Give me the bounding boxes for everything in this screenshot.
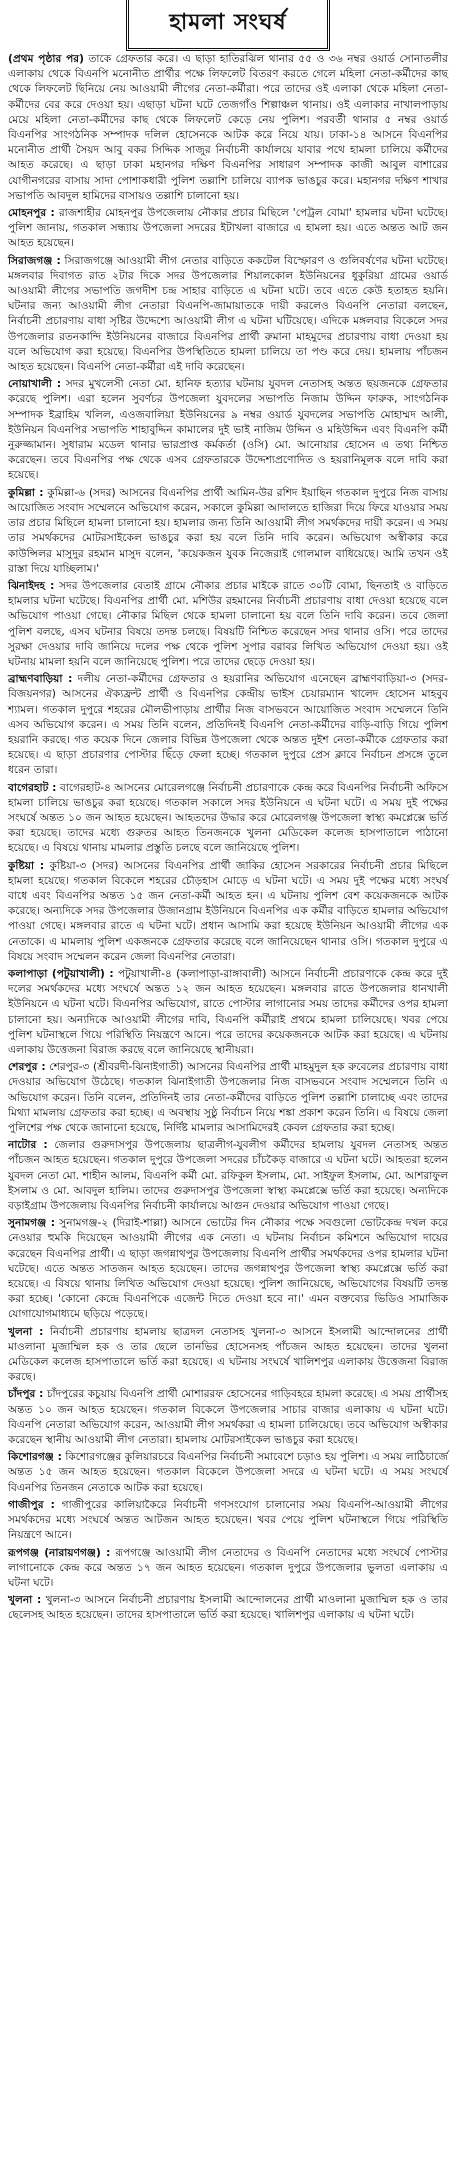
section-dateline: সুনামগঞ্জ : — [8, 1217, 56, 1230]
section-dateline: গাজীপুর : — [8, 1498, 55, 1511]
section-text: দলীয় নেতা-কর্মীদের গ্রেফতার ও হয়রানির অভিযোগ এনেছেন ব্রাহ্মণবাড়িয়া-৩ (সদর-বিজয়নগর) আসনের ঐক্যফ্রন্ট প্রার্থী ও বিএনপির কেন্দ্রীয় ভাইস চেয়ারম্যান খালেদ হোসেন মাহবুব শ্যামল। গতকাল দুপুরে শহরের মৌলভীপাড়ায় প্রার্থীর নিজ বাসভবনে আয়োজিত সংবাদ সম্মেলনে তিনি এসব অভিযোগ করেন। এ সময় তিনি বলেন, প্রতিদিনই বিএনপি নেতা-কর্মীদের বাড়ি-বাড়ি গিয়ে পুলিশ হয়রানি করছে। গত কয়েক দিনে জেলার বিভিন্ন উপজেলা থেকে অন্তত দুইশ নেতা-কর্মীকে গ্রেফতার করা হয়েছে। এ ছাড়া প্রচারণার পোস্টার ছিঁড়ে ফেলা হচ্ছে। গতকাল দুপুরে প্রেস ক্লাবে নির্বাচন প্রসঙ্গে তুলে ধরেন তারা। — [8, 673, 448, 777]
section-dateline: চাঁদপুর : — [8, 1388, 44, 1401]
intro-text: তাকে গ্রেফতার করে। এ ছাড়া হাতিরঝিল থানার ৫৫ ও ৩৬ নম্বর ওয়ার্ড সোনাতলীর এলাকায় থেকে বিএনপি মনোনীত প্রার্থীর পক্ষে লিফলেট বিতরণ করতে গেলে মহিলা নেতা-কর্মীদের কাছ থেকে লিফলেট ছিনিয়ে নেয় আওয়ামী লীগের নেতা-কর্মীরা। পরে তাদের ওই এলাকা থেকে মহিলা নেতা-কর্মীদের বের করে দেওয়া হয়। এছাড়া ঘটনা ঘটে তেজগাঁও শিল্পাঞ্চল থানায়। ওই এলাকার নাখালপাড়ায় মেয়ে মহিলা নেতা-কর্মীদের কাছ থেকে লিফলেট কেড়ে নেয় পুলিশ। পরবর্তী থানার ৫ নম্বর ওয়ার্ড বিএনপির সাংগঠনিক সম্পাদক দলিল হোসেনকে আটক করে নিয়ে যায়। ঢাকা-১৪ আসনে বিএনপির মনোনীত প্রার্থী সৈয়দ আবু বকর সিদ্দিক সাজুর নির্বাচনী কার্যালয়ে যাবার পথে হামলা চালিয়ে কর্মীদের আহত করেছে। এ ছাড়া ঢাকা মহানগর দক্ষিণ বিএনপির সাধারণ সম্পাদক কাজী আবুল বাশারের যোগীনগরের বাসায় সাদা পোশাকধারী পুলিশ তল্লাশি চালিয়ে ব্যাপক ভাঙচুর করে। মহানগর দক্ষিণ শাখার সভাপতি আবদুল হামিদের বাসায়ও তল্লাশি চালানো হয়। — [8, 53, 448, 202]
section-text: নির্বাচনী প্রচারণায় হামলায় ছাত্রদল নেতাসহ খুলনা-৩ আসনে ইসলামী আন্দোলনের প্রার্থী মাওলানা মুজাম্মিল হক ও তার ছেলে তানভির হোসেনসহ পাঁচজন আহত হয়েছেন। তাদের খুলনা মেডিকেল কলেজ হাসপাতালে ভর্তি করা হয়েছে। এ ঘটনায় সংঘর্ষে খালিশপুর এলাকায় উত্তেজনা বিরাজ করছে। — [8, 1325, 449, 1384]
news-section — [8, 781, 448, 857]
section-dateline: কুমিল্লা : — [8, 486, 44, 499]
news-section — [8, 1546, 448, 1592]
section-text: সুনামগঞ্জ-২ (দিরাই-শাল্লা) আসনে ভোটের দিন নৌকার পক্ষে সবগুলো ভোটকেন্দ্র দখল করে নেওয়ার হুমকি দিয়েছেন আওয়ামী লীগের এক নেতা। এ ঘটনায় নির্বাচন কমিশনে অভিযোগ দায়ের করেছেন বিএনপির প্রার্থী। এ ছাড়া জগন্নাথপুর উপজেলায় বিএনপি প্রার্থীর সমর্থকদের ওপর হামলার ঘটনা ঘটেছে। এতে অন্তত সাতজন আহত হয়েছেন। তাদের জগন্নাথপুর উপজেলা স্বাস্থ্য কমপ্লেক্সে ভর্তি করা হয়েছে। এ বিষয়ে থানায় লিখিত অভিযোগ দেওয়া হয়েছে। পুলিশ জানিয়েছে, অভিযোগের বিষয়টি তদন্ত করা হচ্ছে। 'কোনো কেন্দ্রে বিএনপিকে এজেন্ট দিতে দেওয়া হবে না।' এমন বক্তব্যের ভিডিও সামাজিক যোগাযোগমাধ্যমে ছড়িয়ে পড়েছে। — [8, 1217, 449, 1321]
section-dateline: ঝিনাইদহ : — [8, 579, 55, 592]
news-section — [8, 1498, 448, 1544]
news-section — [8, 377, 448, 483]
news-section — [8, 1450, 448, 1496]
news-section — [8, 1593, 448, 1623]
news-section — [8, 1216, 448, 1322]
section-dateline: সিরাজগঞ্জ : — [8, 254, 61, 267]
section-text: কুমিল্লা-৬ (সদর) আসনের বিএনপির প্রার্থী আমিন-উর রশিদ ইয়াছিন গতকাল দুপুরে নিজ বাসায় আয়োজিত সংবাদ সম্মেলনে অভিযোগ করেন, সকালে কুমিল্লা আদালতে হাজিরা দিয়ে ফিরে যাওয়ার সময় তার প্রচার মিছিলে হামলা চালানো হয়। হামলার জন্য তিনি আওয়ামী লীগ সমর্থকদের দায়ী করেন। এ সময় তার সমর্থকদের মোটরসাইকেল ভাঙচুর করা হয় বলে তিনি দাবি করেন। অভিযোগ অস্বীকার করে কাউন্সিলর মাসুদুর রহমান মাসুদ বলেন, 'কয়েকজন যুবক নিজেরাই গোলমাল বাধিয়েছে। আমি তখন ওই রাস্তা দিয়ে যাচ্ছিলাম।' — [8, 486, 449, 575]
section-dateline: বাগেরহাট : — [8, 781, 57, 794]
news-section — [8, 254, 448, 376]
news-section — [8, 967, 448, 1058]
section-text: বাগেরহাট-৪ আসনের মোরেলগঞ্জে নির্বাচনী প্রচারণাকে কেন্দ্র করে বিএনপির নির্বাচনী অফিসে হামলা চালিয়ে ভাঙচুর করা হয়েছে। গতকাল সকালে সদর ইউনিয়নে এ ঘটনা ঘটে। এ সময় দুই পক্ষের সংঘর্ষে অন্তত ১০ জন আহত হয়েছেন। আহতদের উদ্ধার করে মোরেলগঞ্জ উপজেলা স্বাস্থ্য কমপ্লেক্সে ভর্তি করা হয়েছে। তাদের মধ্যে গুরুতর আহত তিনজনকে খুলনা মেডিকেল কলেজ হাসপাতালে পাঠানো হয়েছে। এ বিষয়ে থানায় মামলার প্রস্তুতি চলছে বলে জানিয়েছে পুলিশ। — [8, 781, 448, 855]
section-dateline: খুলনা : — [8, 1325, 44, 1338]
news-section — [8, 486, 448, 577]
section-text: চাঁদপুরের কচুয়ায় বিএনপি প্রার্থী মোশাররফ হোসেনের গাড়িবহরে হামলা করেছে। এ সময় প্রার্থীসহ অন্তত ১০ জন আহত হয়েছেন। গতকাল বিকেলে উপজেলার সাচার বাজার এলাকায় এ ঘটনা ঘটে। বিএনপি নেতারা অভিযোগ করেন, আওয়ামী লীগ সমর্থকরা এ হামলা চালিয়েছে। তবে অভিযোগ অস্বীকার করেছেন স্থানীয় আওয়ামী লীগ নেতারা। হামলায় মোটরসাইকেল ভাঙচুর করা হয়েছে। — [8, 1388, 448, 1447]
section-dateline: কিশোরগঞ্জ : — [8, 1451, 62, 1464]
section-text: রূপগঞ্জে আওয়ামী লীগ নেতাদের ও বিএনপি নেতাদের মধ্যে সংঘর্ষে পোস্টার লাগানোকে কেন্দ্র করে অন্তত ১৭ জন আহত হয়েছেন। গতকাল দুপুরে উপজেলার ভুলতা এলাকায় এ ঘটনা ঘটে। — [8, 1546, 448, 1589]
article-body — [0, 46, 456, 1624]
section-text: জেলার গুরুদাসপুর উপজেলায় ছাত্রলীগ-যুবলীগ কর্মীদের হামলায় যুবদল নেতাসহ অন্তত পাঁচজন আহত হয়েছেন। গতকাল দুপুরে উপজেলা সদরের চাঁচকৈড় বাজারে এ ঘটনা ঘটে। আহতরা হলেন যুবদল নেতা মো. শাহীন আলম, বিএনপি কর্মী মো. রফিকুল ইসলাম, মো. সাইফুল ইসলাম, মো. আশরাফুল ইসলাম ও মো. আবদুল হালিম। তাদের গুরুদাসপুর উপজেলা স্বাস্থ্য কমপ্লেক্সে ভর্তি করা হয়েছে। অন্যদিকে বড়াইগ্রাম উপজেলায় বিএনপির নির্বাচনী কার্যালয়ে আগুন দেওয়ার অভিযোগ পাওয়া গেছে। — [8, 1139, 449, 1213]
headline: হামলা সংঘর্ষ — [126, 0, 329, 51]
news-section — [8, 579, 448, 670]
news-section — [8, 1325, 448, 1386]
section-dateline: খুলনা : — [8, 1594, 42, 1607]
section-dateline: কুষ্টিয়া : — [8, 859, 45, 872]
section-text: কিশোরগঞ্জের কুলিয়ারচরে বিএনপির নির্বাচনী সমাবেশে চড়াও হয় পুলিশ। এ সময় লাঠিচার্জে অন্তত ১৫ জন আহত হয়েছেন। গতকাল বিকেলে উপজেলা সদরে এ ঘটনা ঘটে। এ সময় সংঘর্ষে বিএনপির তিনজন নেতাকে আটক করা হয়েছে। — [8, 1451, 448, 1494]
section-text: রাজশাহীর মোহনপুর উপজেলায় নৌকার প্রচার মিছিলে 'পেট্রল বোমা' হামলার ঘটনা ঘটেছে। পুলিশ জানায়, গতকাল সন্ধ্যায় উপজেলা সদরের ইটাখলা বাজারে এ হামলা হয়। এতে অন্তত আট জন আহত হয়েছেন। — [8, 207, 448, 250]
section-dateline: ব্রাহ্মণবাড়িয়া : — [8, 673, 73, 686]
section-text: গাজীপুরের কালিয়াকৈরে নির্বাচনী গণসংযোগ চালানোর সময় বিএনপি-আওয়ামী লীগের সমর্থকদের মধ্যে সংঘর্ষে অন্তত আটজন আহত হয়েছেন। খবর পেয়ে পুলিশ ঘটনাস্থলে গিয়ে পরিস্থিতি নিয়ন্ত্রণে আনে। — [8, 1498, 448, 1542]
section-text: সিরাজগঞ্জে আওয়ামী লীগ নেতার বাড়িতে ককটেল বিস্ফোরণ ও গুলিবর্ষণের ঘটনা ঘটেছে। মঙ্গলবার দিবাগত রাত ২টার দিকে সদর উপজেলার শিয়ালকোল ইউনিয়নের ধুকুরিয়া গ্রামের ওয়ার্ড আওয়ামী লীগের সভাপতি জগদীশ চন্দ্র সাহার বাড়িতে এ ঘটনা ঘটে। তবে এতে কেউ হতাহত হয়নি। ঘটনার জন্য আওয়ামী লীগ নেতারা বিএনপি-জামায়াতকে দায়ী করলেও বিএনপি নেতারা বলছেন, নির্বাচনী প্রচারণায় বাধা সৃষ্টির উদ্দেশ্যে আওয়ামী লীগ এ ঘটনা ঘটিয়েছে। এদিকে মঙ্গলবার বিকেলে সদর উপজেলার রতনকান্দি ইউনিয়নের বাজারে বিএনপির প্রার্থী রুমানা মাহমুদের প্রচারণায় বাধা দেওয়া হয় বলে অভিযোগ করা হয়েছে। বিএনপির উপস্থিতিতে হামলা চালিয়ে তা পণ্ড করে দেয়। হামলায় পাঁচজন আহত হয়েছেন। বিএনপি নেতা-কর্মীরা এই দাবি করেছেন। — [8, 254, 448, 374]
section-dateline: কলাপাড়া (পটুয়াখালী) : — [8, 967, 114, 980]
section-text: খুলনা-৩ আসনে নির্বাচনী প্রচারণায় ইসলামী আন্দোলনের প্রার্থী মাওলানা মুজাম্মিল হক ও তার ছেলেসহ আহত হয়েছেন। তাদের হাসপাতালে ভর্তি করা হয়েছে। খালিশপুর এলাকায় এ ঘটনা ঘটে। — [8, 1594, 448, 1622]
news-section — [8, 672, 448, 778]
section-dateline: নাটোর : — [8, 1139, 48, 1152]
headline-banner — [6, 0, 450, 46]
section-text: সদর উপজেলার বেতাই গ্রামে নৌকার প্রচার মাইকে রাতে ৩০টি বোমা, ছিনতাই ও বাড়িতে হামলার ঘটনা ঘটেছে। বিএনপির প্রার্থী মো. মশিউর রহমানের নির্বাচনী প্রচারণায় বাধা দেওয়া হয়েছে বলে অভিযোগ পাওয়া গেছে। নৌকার মিছিল থেকে হামলা চালানো হয় বলে তিনি দাবি করেন। তবে জেলা পুলিশ বলছে, এসব ঘটনার বিষয়ে তদন্ত চলছে। বিষয়টি নিশ্চিত করেছেন সদর থানার ওসি। পরে তাদের সুরক্ষা দেওয়ার দাবি জানিয়ে দলের পক্ষ থেকে পুলিশ সুপার বরাবর লিখিত অভিযোগ দেওয়া হয়। ওই ঘটনায় মামলা হয়নি বলে জানিয়েছে পুলিশ। পরে তাদের ছেড়ে দেওয়া হয়। — [8, 579, 449, 668]
news-section — [8, 1387, 448, 1448]
section-text: শেরপুর-৩ (শ্রীবরদী-ঝিনাইগাতী) আসনের বিএনপির প্রার্থী মাহমুদুল হক রুবেলের প্রচারণায় বাধা দেওয়ার অভিযোগ উঠেছে। গতকাল ঝিনাইগাতী উপজেলার নিজ বাসভবনে সংবাদ সম্মেলনে তিনি এ অভিযোগ করেন। তিনি বলেন, প্রতিদিনই তার নেতা-কর্মীদের বাড়িতে পুলিশ তল্লাশি চালাচ্ছে এবং তাদের মিথ্যা মামলায় গ্রেফতার করা হচ্ছে। এ অবস্থায় সুষ্ঠু নির্বাচন নিয়ে শঙ্কা প্রকাশ করেন তিনি। এ বিষয়ে জেলা পুলিশের পক্ষ থেকে জানানো হয়েছে, নির্দিষ্ট মামলার আসামিদেরই কেবল গ্রেফতার করা হচ্ছে। — [8, 1061, 448, 1135]
continuation-label: (প্রথম পৃষ্ঠার পর) — [8, 53, 84, 65]
section-dateline: রূপগঞ্জ (নারায়ণগঞ্জ) : — [8, 1546, 111, 1559]
section-dateline: শেরপুর : — [8, 1061, 46, 1074]
section-dateline: মোহনপুর : — [8, 207, 55, 220]
news-section — [8, 1138, 448, 1214]
section-text: সদর মুখলেসী নেতা মো. হানিফ হত্যার ঘটনায় যুবদল নেতাসহ অন্তত ছয়জনকে গ্রেফতার করেছে পুলিশ। এরা হলেন সুবর্ণচর উপজেলা যুবদলের সভাপতি নিজাম উদ্দিন ফারুক, সাংগঠনিক সম্পাদক ইব্রাহিম খলিল, এওজবালিয়া ইউনিয়নের ৯ নম্বর ওয়ার্ড যুবদলের সভাপতি মোহাম্মদ আলী, ইউনিয়ন বিএনপির সভাপতি শাহাবুদ্দিন কামালের দুই ভাই নাজিম উদ্দিন ও মহিউদ্দিন এবং বিএনপি কর্মী নুরুজ্জামান। সুধারাম মডেল থানার ভারপ্রাপ্ত কর্মকর্তা (ওসি) মো. আনোয়ার হোসেন এ তথ্য নিশ্চিত করেছেন। তবে বিএনপির পক্ষ থেকে এসব গ্রেফতারকে উদ্দেশ্যপ্রণোদিত ও হয়রানিমূলক বলে দাবি করা হয়েছে। — [8, 378, 448, 482]
section-text: পটুয়াখালী-৪ (কলাপাড়া-রাঙ্গাবালী) আসনে নির্বাচনী প্রচারণাকে কেন্দ্র করে দুই দলের সমর্থকদের মধ্যে সংঘর্ষে অন্তত ১২ জন আহত হয়েছেন। মঙ্গলবার রাতে উপজেলার ধানখালী ইউনিয়নে এ ঘটনা ঘটে। বিএনপির অভিযোগ, রাতে পোস্টার লাগানোর সময় তাদের কর্মীদের ওপর হামলা চালানো হয়। অন্যদিকে আওয়ামী লীগের দাবি, বিএনপি কর্মীরাই প্রথমে হামলা চালিয়েছে। খবর পেয়ে পুলিশ ঘটনাস্থলে গিয়ে পরিস্থিতি নিয়ন্ত্রণে আনে। পরে তাদের কয়েকজনকে আটক করা হয়েছে। এ ঘটনায় এলাকায় উত্তেজনা বিরাজ করছে বলে জানিয়েছে স্থানীয়রা। — [8, 967, 448, 1056]
news-section — [8, 206, 448, 252]
news-section — [8, 859, 448, 965]
section-dateline: নোয়াখালী : — [8, 378, 62, 391]
intro-paragraph — [8, 52, 448, 204]
section-text: কুষ্টিয়া-৩ (সদর) আসনের বিএনপির প্রার্থী জাকির হোসেন সরকারের নির্বাচনী প্রচার মিছিলে হামলা হয়েছে। গতকাল বিকেলে শহরের চৌড়হাস মোড়ে এ ঘটনা ঘটে। এ সময় দুই পক্ষের মধ্যে সংঘর্ষ বাধে এবং বিএনপির অন্তত ১৫ জন নেতা-কর্মী আহত হন। এ ঘটনায় পুলিশ বেশ কয়েকজনকে আটক করেছে। অন্যদিকে সদর উপজেলার উজানগ্রাম ইউনিয়নে বিএনপির এক কর্মীর বাড়িতে হামলার অভিযোগ পাওয়া গেছে। মঙ্গলবার রাতে এ ঘটনা ঘটে। প্রধান আসামি করা হয়েছে ইউনিয়ন আওয়ামী লীগের এক নেতাকে। এ মামলায় পুলিশ একজনকে গ্রেফতার করেছে বলে জানিয়েছেন থানার ওসি। গতকাল দুপুরে এ বিষয়ে সংবাদ সম্মেলন করেন জেলা বিএনপির নেতারা। — [8, 859, 449, 963]
news-section — [8, 1060, 448, 1136]
